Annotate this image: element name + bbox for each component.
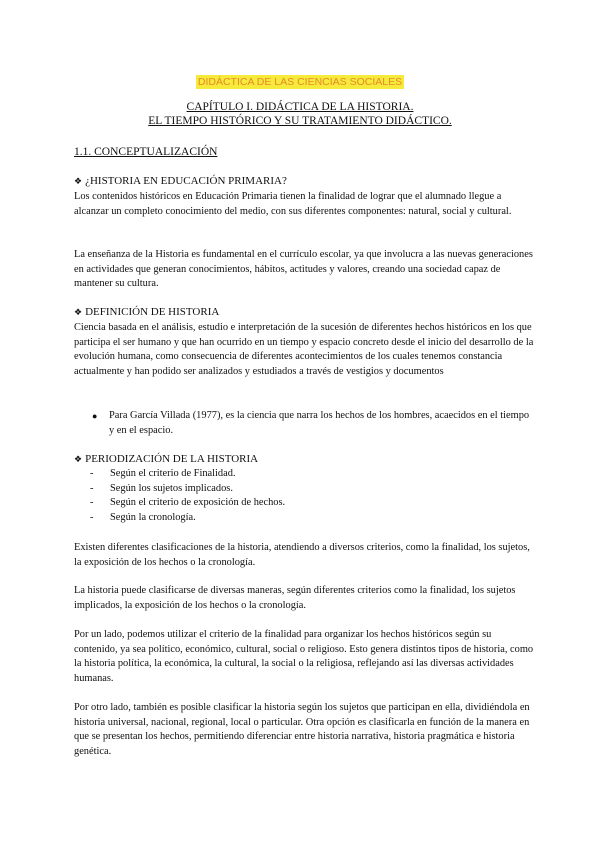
list-item: - Según el criterio de Finalidad.: [90, 467, 285, 482]
definicion-bullet-text: Para García Villada (1977), es la ciencia que narra los hechos de los hombres, acaecidos en el tiempo y en el espacio.: [109, 410, 530, 436]
heading-historia-educacion-text: ¿HISTORIA EN EDUCACIÓN PRIMARIA?: [85, 175, 287, 187]
heading-historia-educacion: [74, 175, 287, 187]
diamond-bullet-icon: ❖: [74, 176, 83, 186]
document-title-text: DIDÁCTICA DE LAS CIENCIAS SOCIALES: [197, 76, 403, 88]
heading-periodizacion: [74, 453, 258, 465]
document-title: [0, 72, 600, 90]
list-item: - Según el criterio de exposición de hechos.: [90, 496, 285, 511]
section-title: 1.1. CONCEPTUALIZACIÓN: [74, 146, 218, 158]
list-item: - Según la cronología.: [90, 511, 285, 526]
paragraph-historia-educacion-2: La enseñanza de la Historia es fundamental en el currículo escolar, ya que involucra a las nuevas generaciones en actividades que generan conocimientos, hábitos, actitudes y valores, creando una sociedad capaz de mantener su cultura.: [74, 249, 533, 290]
bullet-dot-icon: ●: [92, 411, 98, 421]
heading-periodizacion-text: PERIODIZACIÓN DE LA HISTORIA: [85, 453, 259, 465]
diamond-bullet-icon: ❖: [74, 454, 83, 464]
paragraph-periodizacion-2: La historia puede clasificarse de diversas maneras, según diferentes criterios como la finalidad, los sujetos implicados, la exposición de los hechos o la cronología.: [74, 585, 516, 611]
paragraph-periodizacion-3: Por un lado, podemos utilizar el criterio de la finalidad para organizar los hechos históricos según su contenido, ya sea político, económico, cultural, social o religioso. Esto genera distintos tipos de historia, como la historia política, la económica, la cultural, la social o la religiosa, reflejando así las diversas actividades humanas.: [74, 629, 534, 684]
heading-definicion-text: DEFINICIÓN DE HISTORIA: [85, 306, 220, 318]
chapter-title-line-1: CAPÍTULO I. DIDÁCTICA DE LA HISTORIA.: [186, 101, 414, 113]
paragraph-periodizacion-1: Existen diferentes clasificaciones de la historia, atendiendo a diversos criterios, como la finalidad, los sujetos, la exposición de los hechos o la cronología.: [74, 542, 530, 568]
heading-definicion: [74, 306, 219, 318]
chapter-title-line-2: EL TIEMPO HISTÓRICO Y SU TRATAMIENTO DIDÁCTICO.: [148, 115, 452, 127]
list-item: - Según los sujetos implicados.: [90, 482, 285, 497]
periodizacion-list: [90, 467, 285, 525]
paragraph-definicion: Ciencia basada en el análisis, estudio e interpretación de la sucesión de diferentes hechos históricos en los que participa el ser humano y que han ocurrido en un tiempo y espacio concreto desde el inicio del desarrollo de la evolución humana, como consecuencia de diferentes acontecimientos de los cuales tenemos constancia actualmente y han podido ser analizados y estudiados a través de vestigios y documentos: [74, 322, 534, 377]
paragraph-periodizacion-4: Por otro lado, también es posible clasificar la historia según los sujetos que participan en ella, dividiéndola en historia universal, nacional, regional, local o particular. Otra opción es clasificarla en función de la manera en que se presentan los hechos, permitiendo diferenciar entre historia narrativa, historia pragmática e historia genética.: [74, 702, 530, 757]
definicion-bullet: [92, 409, 532, 438]
paragraph-historia-educacion-1: Los contenidos históricos en Educación Primaria tienen la finalidad de lograr que el alumnado llegue a alcanzar un completo conocimiento del medio, con sus diferentes componentes: natural, social y cultural.: [74, 191, 512, 217]
chapter-title: [0, 100, 600, 128]
diamond-bullet-icon: ❖: [74, 307, 83, 317]
